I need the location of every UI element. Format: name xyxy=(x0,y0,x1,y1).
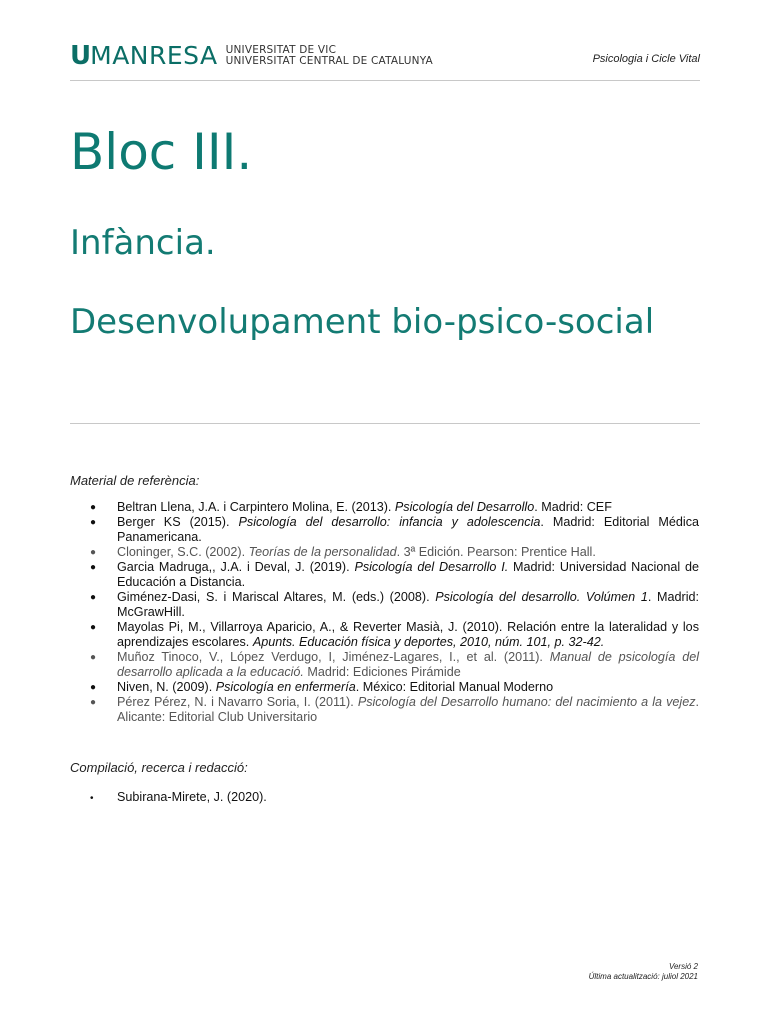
reference-item xyxy=(90,695,699,725)
reference-publisher: . Madrid: Editorial Médica Panamericana. xyxy=(117,515,699,544)
references-list xyxy=(90,500,699,725)
bullet-icon: ● xyxy=(90,622,97,633)
reference-text: Giménez-Dasi, S. i Mariscal Altares, M. (eds.) (2008). xyxy=(117,590,436,604)
reference-item xyxy=(90,620,699,650)
reference-text: Muñoz Tinoco, V., López Verdugo, I, Jiménez-Lagares, I., et al. (2011). xyxy=(117,650,550,664)
updated-text: Última actualització: juliol 2021 xyxy=(588,972,698,981)
reference-text: Cloninger, S.C. (2002). xyxy=(117,545,249,559)
compilation-label: Compilació, recerca i redacció: xyxy=(70,760,248,775)
reference-title: Psicología del Desarrollo humano: del nacimiento a la vejez xyxy=(357,695,696,709)
compilation-item xyxy=(90,790,267,804)
reference-title: Teorías de la personalidad xyxy=(248,545,397,559)
reference-item xyxy=(90,560,699,590)
reference-title: Psicología del desarrollo. Volúmen 1 xyxy=(435,590,648,604)
bullet-icon: ● xyxy=(90,562,97,573)
bullet-icon: ● xyxy=(90,517,97,528)
subtitle-1: Infància. xyxy=(70,223,216,263)
reference-item xyxy=(90,680,699,695)
reference-title: Psicología en enfermería xyxy=(215,680,356,694)
page-title: Bloc III. xyxy=(70,123,253,181)
version-text: Versió 2 xyxy=(668,962,698,971)
reference-text: Niven, N. (2009). xyxy=(117,680,216,694)
reference-title: Manual de psicología del desarrollo aplicada a la educació. xyxy=(117,650,699,679)
page-footer xyxy=(589,962,698,982)
bullet-icon: • xyxy=(90,793,94,804)
subtitle-2: Desenvolupament bio-psico-social xyxy=(70,302,655,342)
reference-publisher: Madrid: Universidad Nacional de Educación a Distancia. xyxy=(117,560,699,589)
logo-name: MANRESA xyxy=(90,41,218,70)
reference-publisher: . 3ª Edición. Pearson: Prentice Hall. xyxy=(396,545,596,559)
reference-item xyxy=(90,500,699,515)
course-name: Psicologia i Cicle Vital xyxy=(592,53,700,65)
reference-item xyxy=(90,515,699,545)
logo-line-2: UNIVERSITAT CENTRAL DE CATALUNYA xyxy=(225,55,433,67)
reference-title: Psicología del desarrollo: infancia y adolescencia xyxy=(238,515,541,529)
references-label: Material de referència: xyxy=(70,473,200,488)
compilation-text: Subirana-Mirete, J. (2020). xyxy=(117,790,267,804)
reference-publisher: . Madrid: CEF xyxy=(534,500,612,514)
reference-text: Berger KS (2015). xyxy=(117,515,239,529)
logo-university xyxy=(226,45,433,67)
reference-text: Beltran Llena, J.A. i Carpintero Molina, E. (2013). xyxy=(117,500,395,514)
bullet-icon: ● xyxy=(90,697,97,708)
bullet-icon: ● xyxy=(90,502,97,513)
page-header xyxy=(70,42,700,72)
title-divider xyxy=(70,423,700,424)
reference-publisher: Madrid: Ediciones Pirámide xyxy=(303,665,461,679)
reference-item xyxy=(90,590,699,620)
reference-publisher: . México: Editorial Manual Moderno xyxy=(355,680,554,694)
reference-publisher: . Alicante: Editorial Club Universitario xyxy=(117,695,699,724)
header-divider xyxy=(70,80,700,81)
reference-text: Garcia Madruga,, J.A. i Deval, J. (2019). xyxy=(117,560,355,574)
logo-line-1: UNIVERSITAT DE VIC xyxy=(225,44,337,56)
logo-u: U xyxy=(70,41,91,71)
bullet-icon: ● xyxy=(90,592,97,603)
bullet-icon: ● xyxy=(90,547,97,558)
reference-text: Pérez Pérez, N. i Navarro Soria, I. (2011). xyxy=(117,695,358,709)
reference-item xyxy=(90,545,699,560)
reference-title: Psicología del Desarrollo xyxy=(394,500,535,514)
umanresa-logo xyxy=(70,42,433,70)
reference-title: Psicología del Desarrollo I. xyxy=(354,560,509,574)
bullet-icon: ● xyxy=(90,652,97,663)
reference-title: Apunts. Educación física y deportes, 2010, núm. 101, p. 32-42. xyxy=(252,635,605,649)
reference-item xyxy=(90,650,699,680)
bullet-icon: ● xyxy=(90,682,97,693)
reference-text: Mayolas Pi, M., Villarroya Aparicio, A., & Reverter Masià, J. (2010). Relación entre la lateralidad y los aprendizajes escolares. xyxy=(117,620,699,649)
reference-publisher: . Madrid: McGrawHill. xyxy=(117,590,699,619)
